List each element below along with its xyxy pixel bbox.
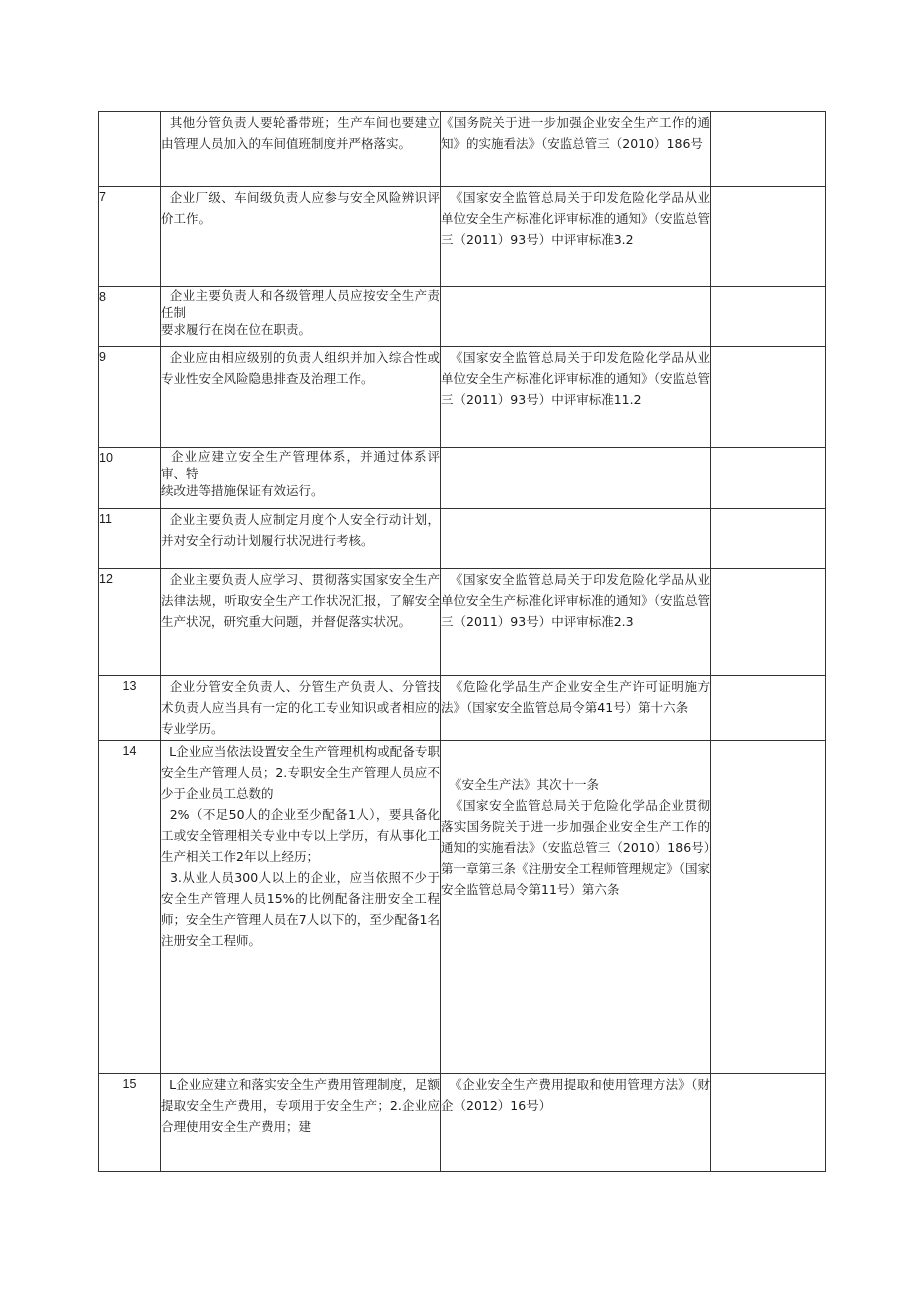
table-row (99, 1074, 826, 1172)
requirement-cell (161, 287, 441, 347)
table-row (99, 187, 826, 287)
table-row (99, 287, 826, 347)
requirement-text: 企业主要负责人应制定月度个人安全行动计划，并对安全行动计划履行状况进行考核。 (161, 512, 440, 548)
regulation-table (98, 111, 826, 1172)
basis-cell (441, 741, 711, 1074)
basis-text: 《国家安全监管总局关于印发危险化学品从业单位安全生产标准化评审标准的通知》（安监总管三（2011）93号）中评审标准3.2 (441, 190, 710, 247)
remark-cell (711, 347, 826, 448)
table-row (99, 569, 826, 676)
requirement-cell (161, 1074, 441, 1172)
basis-cell (441, 509, 711, 569)
requirement-cell (161, 569, 441, 676)
table-row (99, 509, 826, 569)
requirement-text: 企业分管安全负责人、分管生产负责人、分管技术负责人应当具有一定的化工专业知识或者相应的专业学历。 (161, 679, 440, 736)
requirement-text: 企业厂级、车间级负责人应参与安全风险辨识评价工作。 (161, 190, 440, 226)
requirement-cell (161, 676, 441, 741)
basis-cell (441, 347, 711, 448)
basis-cell (441, 569, 711, 676)
table-row (99, 112, 826, 187)
basis-cell (441, 676, 711, 741)
basis-cell (441, 1074, 711, 1172)
row-number (99, 112, 161, 187)
remark-cell (711, 448, 826, 509)
requirement-cell (161, 187, 441, 287)
requirement-cell (161, 112, 441, 187)
row-number: 9 (99, 347, 161, 448)
basis-text: 《国务院关于进一步加强企业安全生产工作的通知》的实施看法》（安监总管三（2010）186号 (441, 115, 710, 151)
row-number: 11 (99, 509, 161, 569)
remark-cell (711, 569, 826, 676)
table-row (99, 347, 826, 448)
basis-cell (441, 287, 711, 347)
requirement-text: L企业应建立和落实安全生产费用管理制度，足额提取安全生产费用，专项用于安全生产；2.企业应合理使用安全生产费用；建 (161, 1077, 440, 1134)
remark-cell (711, 187, 826, 287)
row-number: 12 (99, 569, 161, 676)
row-number: 10 (99, 448, 161, 509)
basis-text: 《危险化学品生产企业安全生产许可证明施方法》（国家安全监管总局令第41号）第十六条 (441, 679, 710, 715)
table-row (99, 448, 826, 509)
basis-text: 《安全生产法》其次十一条 《国家安全监管总局关于危险化学品企业贯彻落实国务院关于进一步加强企业安全生产工作的通知的实施看法》（安监总管三（2010）186号）第一章第三条《注册安全工程师管理规定》（国家安全监管总局令第11号）第六条 (441, 777, 710, 897)
basis-text: 《企业安全生产费用提取和使用管理方法》（财企（2012）16号） (441, 1077, 710, 1113)
basis-text: 《国家安全监管总局关于印发危险化学品从业单位安全生产标准化评审标准的通知》（安监总管三（2011）93号）中评审标准2.3 (441, 572, 710, 629)
row-number: 8 (99, 287, 161, 347)
requirement-text: 企业应由相应级别的负责人组织并加入综合性或专业性安全风险隐患排查及治理工作。 (161, 350, 440, 386)
row-number: 14 (99, 741, 161, 1074)
remark-cell (711, 676, 826, 741)
remark-cell (711, 509, 826, 569)
basis-cell (441, 112, 711, 187)
basis-text: 《国家安全监管总局关于印发危险化学品从业单位安全生产标准化评审标准的通知》（安监总管三（2011）93号）中评审标准11.2 (441, 350, 710, 407)
remark-cell (711, 1074, 826, 1172)
row-number: 13 (99, 676, 161, 741)
requirement-text: L企业应当依法设置安全生产管理机构或配备专职安全生产管理人员；2.专职安全生产管理人员应不少于企业员工总数的 2%（不足50人的企业至少配备1人），要具备化工或安全管理相关专业中专以上学历，有从事化工生产相关工作2年以上经历； 3.从业人员300人以上的企业，应当依照不少于安全生产管理人员15%的比例配备注册安全工程师；安全生产管理人员在7人以下的，至少配备1名注册安全工程师。 (161, 744, 440, 948)
requirement-cell (161, 509, 441, 569)
basis-cell (441, 187, 711, 287)
requirement-text: 其他分管负责人要轮番带班；生产车间也要建立由管理人员加入的车间值班制度并严格落实。 (161, 115, 440, 151)
basis-cell (441, 448, 711, 509)
requirement-cell (161, 741, 441, 1074)
remark-cell (711, 112, 826, 187)
table-row (99, 676, 826, 741)
requirement-cell (161, 347, 441, 448)
remark-cell (711, 741, 826, 1074)
row-number: 15 (99, 1074, 161, 1172)
table-row (99, 741, 826, 1074)
requirement-text: 企业主要负责人应学习、贯彻落实国家安全生产法律法规，听取安全生产工作状况汇报，了解安全生产状况，研究重大问题，并督促落实状况。 (161, 572, 440, 629)
requirement-cell (161, 448, 441, 509)
remark-cell (711, 287, 826, 347)
row-number: 7 (99, 187, 161, 287)
requirement-text: 企业应建立安全生产管理体系，并通过体系评审、特 续改进等措施保证有效运行。 (161, 449, 440, 498)
requirement-text: 企业主要负责人和各级管理人员应按安全生产责任制 要求履行在岗在位在职责。 (161, 288, 440, 337)
